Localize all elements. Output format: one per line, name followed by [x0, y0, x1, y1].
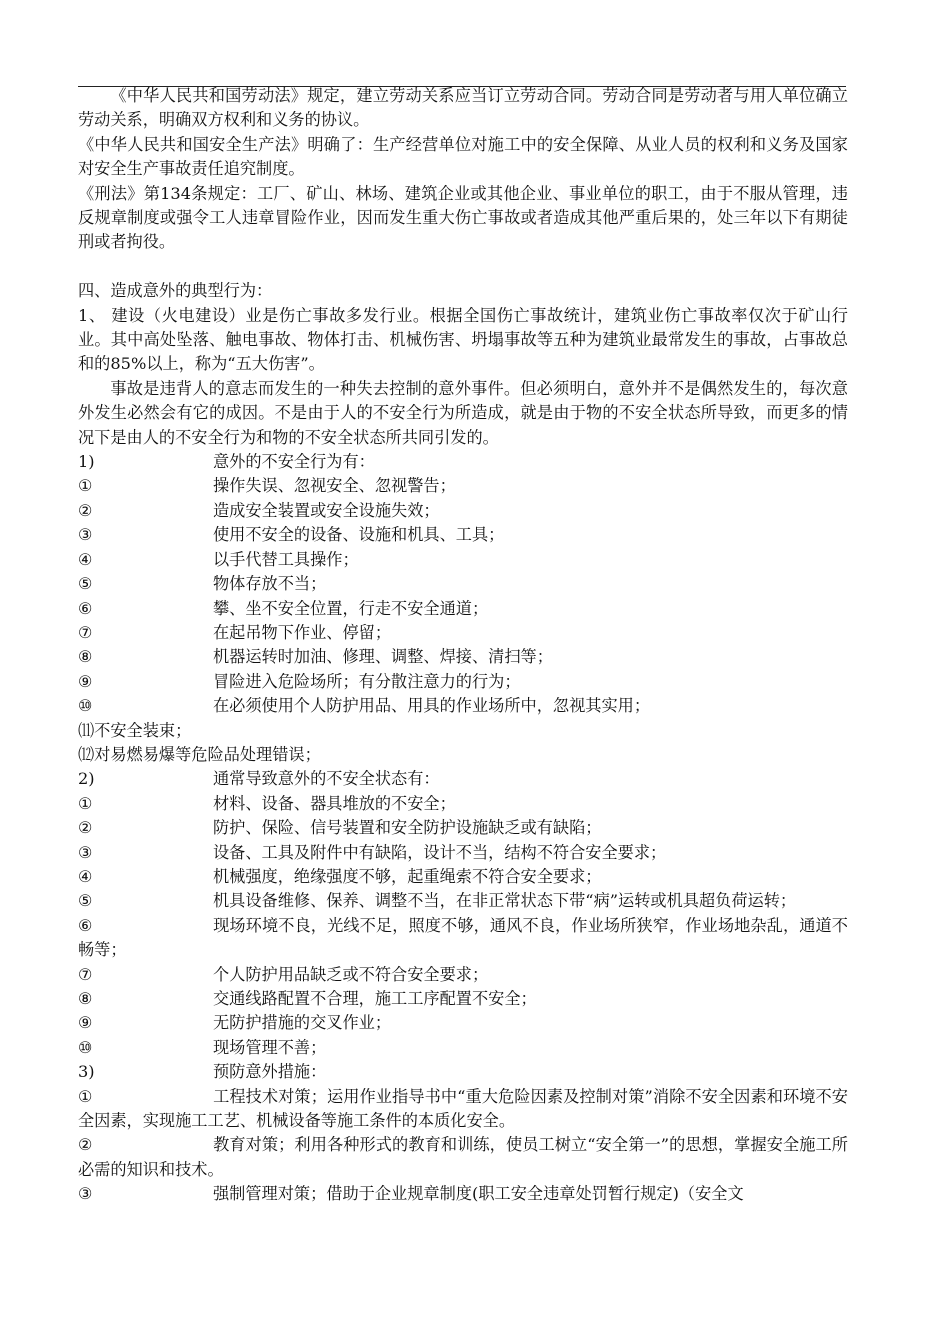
list-item: [78, 474, 848, 498]
blank-line: [78, 255, 848, 279]
list-marker: 1): [78, 452, 95, 472]
list-item-text: 机具设备维修、保养、调整不当，在非正常状态下带“病”运转或机具超负荷运转；: [213, 891, 797, 911]
list-unsafe-conditions: [78, 767, 848, 1060]
list-marker: ⑥: [78, 598, 93, 618]
list-item: [78, 621, 848, 645]
list-item: [78, 597, 848, 621]
list-title: 意外的不安全行为有：: [213, 452, 375, 472]
list-marker: ⑦: [78, 964, 93, 984]
list-item-extra: ⑾不安全装束；: [78, 720, 192, 740]
list-marker: 2): [78, 769, 95, 789]
list-item-extra: ⑿对易燃易爆等危险品处理错误；: [78, 744, 321, 764]
section-heading-4: 四、造成意外的典型行为：: [78, 281, 273, 301]
list-item: [78, 523, 848, 547]
paragraph-safety-law: 《中华人民共和国安全生产法》明确了：生产经营单位对施工中的安全保障、从业人员的权利和义务及国家对安全生产事故责任追究制度。: [78, 134, 848, 179]
paragraph-labor-law: 《中华人民共和国劳动法》规定，建立劳动关系应当订立劳动合同。劳动合同是劳动者与用人单位确立劳动关系，明确双方权利和义务的协议。: [78, 86, 848, 130]
list-title: 预防意外措施：: [213, 1062, 327, 1082]
list-item-text: 材料、设备、器具堆放的不安全；: [213, 793, 456, 813]
list-unsafe-behaviors: [78, 450, 848, 767]
list-item-text: 教育对策；利用各种形式的教育和训练，使员工树立“安全第一”的思想，掌握安全施工所必需的知识和技术。: [78, 1135, 848, 1179]
list-title-row: [78, 1060, 848, 1084]
list-marker: ⑥: [78, 915, 93, 935]
list-marker: ④: [78, 549, 93, 569]
list-item-text: 造成安全装置或安全设施失效；: [213, 500, 440, 520]
list-marker: ③: [78, 1184, 93, 1204]
list-item-text: 强制管理对策；借助于企业规章制度(职工安全违章处罚暂行规定)（安全文: [213, 1184, 744, 1204]
list-item: [78, 670, 848, 694]
list-prevention-measures: [78, 1060, 848, 1206]
list-item: [78, 963, 848, 987]
list-marker: ⑨: [78, 1013, 93, 1033]
list-item: [78, 572, 848, 596]
list-item-text: 冒险进入危险场所；有分散注意力的行为；: [213, 671, 521, 691]
list-marker: ②: [78, 500, 93, 520]
list-item: [78, 889, 848, 913]
list-item: [78, 987, 848, 1011]
list-item-text: 在起吊物下作业、停留；: [213, 622, 392, 642]
list-item-text: 交通线路配置不合理，施工工序配置不安全；: [213, 989, 537, 1009]
list-item: [78, 645, 848, 669]
list-marker: ①: [78, 1086, 93, 1106]
list-item: [78, 914, 848, 963]
list-item-text: 工程技术对策；运用作业指导书中“重大危险因素及控制对策”消除不安全因素和环境不安全因素，实现施工工艺、机械设备等施工条件的本质化安全。: [78, 1086, 848, 1131]
list-item-text: 现场环境不良，光线不足，照度不够，通风不良，作业场所狭窄，作业场地杂乱，通道不畅等；: [78, 915, 848, 960]
list-item-text: 个人防护用品缺乏或不符合安全要求；: [213, 964, 489, 984]
list-item-text: 防护、保险、信号装置和安全防护设施缺乏或有缺陷；: [213, 818, 602, 838]
list-item-text: 使用不安全的设备、设施和机具、工具；: [213, 525, 505, 545]
list-marker: ⑧: [78, 989, 93, 1009]
list-marker: ⑧: [78, 647, 93, 667]
list-item: [78, 1036, 848, 1060]
list-marker: ⑤: [78, 891, 93, 911]
list-marker: ③: [78, 525, 93, 545]
list-item-text: 操作失误、忽视安全、忽视警告；: [213, 476, 456, 496]
list-marker: ①: [78, 476, 93, 496]
list-title: 通常导致意外的不安全状态有：: [213, 769, 440, 789]
list-item: [78, 841, 848, 865]
paragraph-construction-industry: 1、 建设（火电建设）业是伤亡事故多发行业。根据全国伤亡事故统计，建筑业伤亡事故率仅次于矿山行业。其中高处坠落、触电事故、物体打击、机械伤害、坍塌事故等五种为建筑业最常发生的事故，占事故总和的85%以上，称为“五大伤害”。: [78, 305, 848, 374]
list-marker: ⑦: [78, 622, 93, 642]
list-item-text: 无防护措施的交叉作业；: [213, 1013, 392, 1033]
list-marker: ③: [78, 842, 93, 862]
list-marker: ⑩: [78, 1037, 93, 1057]
list-marker: ②: [78, 1135, 93, 1155]
list-marker: ⑤: [78, 574, 93, 594]
list-item-text: 机械强度，绝缘强度不够，起重绳索不符合安全要求；: [213, 866, 602, 886]
list-marker: ①: [78, 793, 93, 813]
list-item: [78, 865, 848, 889]
list-item: [78, 548, 848, 572]
list-item-text: 设备、工具及附件中有缺陷，设计不当，结构不符合安全要求；: [213, 842, 667, 862]
list-item: [78, 499, 848, 523]
list-item: [78, 1182, 848, 1206]
list-item-text: 现场管理不善；: [213, 1037, 327, 1057]
list-item: [78, 1011, 848, 1035]
list-item: [78, 792, 848, 816]
list-marker: 3): [78, 1062, 95, 1082]
list-item-text: 在必须使用个人防护用品、用具的作业场所中，忽视其实用；: [213, 696, 651, 716]
document-page: [78, 84, 848, 1207]
list-item: [78, 1133, 848, 1182]
list-item: [78, 1085, 848, 1134]
list-title-row: [78, 767, 848, 791]
list-item-text: 机器运转时加油、修理、调整、焊接、清扫等；: [213, 647, 553, 667]
list-marker: ⑩: [78, 696, 93, 716]
list-marker: ⑨: [78, 671, 93, 691]
list-title-row: [78, 450, 848, 474]
list-marker: ④: [78, 866, 93, 886]
list-marker: ②: [78, 818, 93, 838]
paragraph-criminal-law: 《刑法》第134条规定：工厂、矿山、林场、建筑企业或其他企业、事业单位的职工，由于不服从管理，违反规章制度或强令工人违章冒险作业，因而发生重大伤亡事故或者造成其他严重后果的，处三年以下有期徒刑或者拘役。: [78, 183, 848, 252]
list-item-text: 物体存放不当；: [213, 574, 327, 594]
list-item-text: 攀、坐不安全位置，行走不安全通道；: [213, 598, 489, 618]
list-item-text: 以手代替工具操作；: [213, 549, 359, 569]
list-item: [78, 816, 848, 840]
paragraph-accident-causes: 事故是违背人的意志而发生的一种失去控制的意外事件。但必须明白，意外并不是偶然发生的，每次意外发生必然会有它的成因。不是由于人的不安全行为所造成，就是由于物的不安全状态所导致，而更多的情况下是由人的不安全行为和物的不安全状态所共同引发的。: [78, 378, 848, 447]
list-item: [78, 694, 848, 718]
